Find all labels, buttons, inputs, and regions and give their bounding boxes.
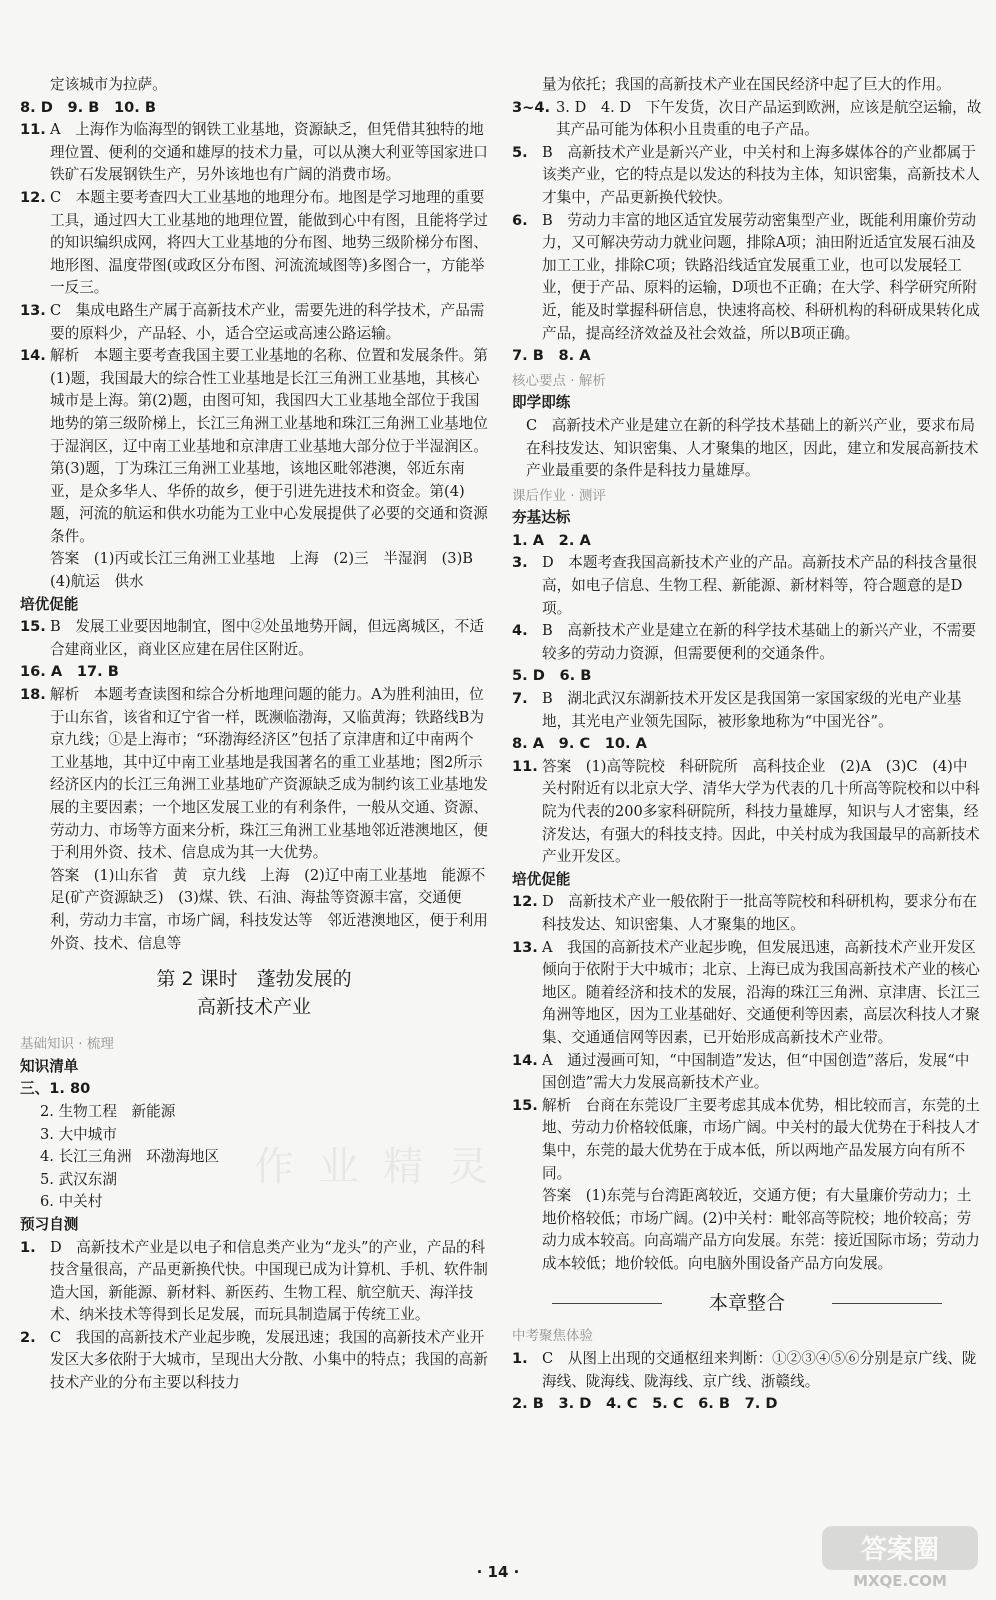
item-number: 1.: [512, 1350, 528, 1368]
item-text: 3. D 4. D 下午发货，次日产品运到欧洲，应该是航空运输，故其产品可能为体积小且贵重的电子产品。: [556, 98, 982, 139]
item-text: D 高新技术产业一般依附于一批高等院校和科研机构，要求分布在科技发达、知识密集、人才聚集的地区。: [542, 893, 977, 933]
section-label: 核心要点 · 解析: [512, 372, 606, 389]
answer-item: [20, 1237, 488, 1327]
answer-block: 答案 (1)山东省 黄 京九线 上海 (2)辽中南工业基地 能源不足(矿产资源缺乏) (3)煤、铁、石油、海盐等资源丰富，交通便利，劳动力丰富，市场广阔，科技发达等 邻近港澳地区，便于利用外资、技术、信息等: [50, 866, 488, 952]
section-label: 中考聚焦体验: [512, 1328, 593, 1345]
answer-line: 2. B 3. D 4. C 5. C 6. B 7. D: [512, 1395, 778, 1413]
section-label: 课后作业 · 测评: [512, 487, 606, 504]
item-text: D 高新技术产业是以电子和信息类产业为“龙头”的产业，产品的科技含量很高，产品更新换代快。中国现已成为计算机、手机、软件制造大国，新能源、新材料、新医药、生物工程、航空航天、海洋技术、纳米技术等得到长足发展，而玩具制造属于传统工业。: [50, 1238, 488, 1324]
item-text: A 上海作为临海型的钢铁工业基地，资源缺乏，但凭借其独特的地理位置、便利的交通和雄厚的技术力量，可以从澳大利亚等国家进口铁矿石发展钢铁生产，另外该地也有广阔的消费市场。: [50, 121, 488, 184]
text: 定该城市为拉萨。: [50, 76, 167, 93]
list-line: 2. 生物工程 新能源: [40, 1102, 176, 1120]
answer-line: 1. A 2. A: [512, 531, 591, 549]
text: 量为依托；我国的高新技术产业在国民经济中起了巨大的作用。: [542, 76, 951, 93]
lesson-title-line1: 第 2 课时 蓬勃发展的: [156, 968, 352, 991]
answer-line: 7. B 8. A: [512, 347, 591, 365]
watermark: 作 业 精 灵: [254, 1144, 495, 1190]
lesson-title-line2: 高新技术产业: [196, 996, 311, 1019]
item-text: C 从图上出现的交通枢纽来判断：①②③④⑤⑥分别是京广线、陇海线、陇海线、陇海线、京广线、浙赣线。: [542, 1350, 977, 1390]
answer-item: [512, 552, 982, 620]
section-heading: 即学即练: [512, 394, 571, 412]
item-text: 答案 (1)高等院校 科研院所 高科技企业 (2)A (3)C (4)中关村附近有以北京大学、清华大学为代表的几十所高等院校和以中科院为代表的200多家科研院所，科技力量雄厚，知识与人才密集，经济发达，有强大的科技支持。因此，中关村成为我国最早的高新技术产业开发区。: [542, 757, 980, 866]
answer-block: 答案 (1)丙或长江三角洲工业基地 上海 (2)三 半湿润 (3)B (4)航运 供水: [50, 550, 488, 591]
item-text: C 集成电路生产属于高新技术产业，需要先进的科学技术，产品需要的原料少，产品轻、小，适合空运或高速公路运输。: [50, 301, 485, 342]
item-number: 18.: [20, 686, 46, 704]
logo-text: 答案圈: [860, 1535, 940, 1565]
item-number: 7.: [512, 690, 528, 708]
item-number: 13.: [20, 301, 46, 319]
item-number: 11.: [512, 757, 538, 775]
paragraph: C 高新技术产业是建立在新的科学技术基础上的新兴产业，要求布局在科技发达、知识密集、人才聚集的地区，因此，建立和发展高新技术产业最重要的条件是科技力量雄厚。: [526, 416, 979, 480]
answer-item: [512, 97, 982, 142]
item-number: 15.: [512, 1096, 538, 1114]
answer-line: 8. A 9. C 10. A: [512, 735, 647, 753]
right-column: [512, 74, 982, 1416]
answer-line: 16. A 17. B: [20, 663, 119, 681]
list-line: 三、1. 80: [20, 1080, 91, 1098]
answer-item: [20, 119, 488, 187]
item-number: 3.: [512, 554, 528, 572]
answer-item: [20, 345, 488, 548]
item-number: 13.: [512, 938, 538, 956]
answer-item: [512, 142, 982, 210]
section-heading: 夯基达标: [512, 509, 571, 527]
list-line: 4. 长江三角洲 环渤海地区: [40, 1148, 220, 1166]
item-number: 6.: [512, 211, 528, 229]
item-text: B 湖北武汉东湖新技术开发区是我国第一家国家级的光电产业基地，其光电产业领先国际，被形象地称为“中国光谷”。: [542, 690, 962, 730]
answer-item: [512, 891, 982, 936]
item-number: 14.: [512, 1051, 538, 1069]
item-text: B 高新技术产业是建立在新的科学技术基础上的新兴产业，不需要较多的劳动力资源，但需要便利的交通条件。: [542, 622, 976, 662]
answer-line: 8. D 9. B 10. B: [20, 98, 157, 116]
item-number: 5.: [512, 143, 528, 161]
item-text: A 通过漫画可知，“中国制造”发达，但“中国创造”落后，发展“中国创造”需大力发展高新技术产业。: [542, 1051, 970, 1092]
item-text: B 发展工业要因地制宜，图中②处虽地势开阔，但远离城区，不适合建商业区，商业区应建在居住区附近。: [50, 618, 484, 658]
answer-item: [512, 1050, 982, 1095]
site-logo: [820, 1520, 980, 1590]
logo-subtext: MXQE.COM: [853, 1572, 947, 1590]
section-heading: 培优促能: [512, 870, 571, 888]
chapter-title: 本章整合: [512, 1289, 982, 1317]
list-line: 6. 中关村: [40, 1193, 103, 1211]
list-line: 3. 大中城市: [40, 1125, 117, 1143]
answer-item: [512, 1348, 982, 1393]
answer-item: [512, 1095, 982, 1185]
lesson-title: [20, 965, 488, 1021]
item-text: 解析 本题主要考查我国主要工业基地的名称、位置和发展条件。第(1)题，我国最大的综合性工业基地是长江三角洲工业基地，其核心城市是上海。第(2)题，由图可知，我国四大工业基地全部位于我国地势的第三级阶梯上，长江三角洲工业基地和珠江三角洲工业基地位于湿润区，辽中南工业基地和京津唐工业基地大部分位于半湿润区。第(3)题，丁为珠江三角洲工业基地，该地区毗邻港澳，邻近东南亚，是众多华人、华侨的故乡，便于引进先进技术和资金。第(4)题，河流的航运和供水功能为工业中心发展提供了必要的交通和资源条件。: [50, 347, 488, 545]
section-heading: 预习自测: [20, 1215, 79, 1233]
item-number: 1.: [20, 1238, 36, 1256]
section-heading: 知识清单: [20, 1057, 79, 1075]
section-label: 基础知识 · 梳理: [20, 1036, 114, 1053]
answer-continued: [20, 74, 488, 97]
item-text: D 本题考查我国高新技术产业的产品。高新技术产品的科技含量很高，如电子信息、生物工程、新能源、新材料等，符合题意的是D项。: [542, 554, 977, 617]
list-line: 5. 武汉东湖: [40, 1170, 117, 1188]
item-number: 12.: [512, 893, 538, 911]
item-number: 11.: [20, 121, 46, 139]
answer-line: 5. D 6. B: [512, 667, 592, 685]
item-text: 解析 本题考查读图和综合分析地理问题的能力。A为胜利油田，位于山东省，该省和辽宁省一样，既濒临渤海，又临黄海；铁路线B为京九线；①是上海市；“环渤海经济区”包括了京津唐和辽中南两个工业基地，其中辽中南工业基地是我国著名的重工业基地；图2所示经济区内的长江三角洲工业基地矿产资源缺乏成为制约该工业基地发展的主要因素；一个地区发展工业的有利条件，一般从交通、资源、劳动力、市场等方面来分析，珠江三角洲工业基地邻近港澳地区，便于利用外资、技术、信息成为其一大优势。: [50, 686, 488, 862]
item-number: 4.: [512, 622, 528, 640]
item-text: 解析 台商在东莞设厂主要考虑其成本优势，相比较而言，东莞的土地、劳动力价格较低廉，市场广阔。中关村的最大优势在于科技人才集中，东莞的最大优势在于成本低，所以两地产品发展方向有所不同。: [542, 1096, 980, 1182]
item-text: C 本题主要考查四大工业基地的地理分布。地图是学习地理的重要工具，通过四大工业基地的地理位置，能做到心中有图，且能将学过的知识编织成网，将四大工业基地的分布图、地势三级阶梯分布图、地形图、温度带图(或政区分布图、河流流域图等)多图合一，方能举一反三。: [50, 188, 488, 297]
answer-item: [20, 616, 488, 661]
item-number: 2.: [20, 1328, 36, 1346]
answer-item: [20, 300, 488, 345]
item-text: C 我国的高新技术产业起步晚，发展迅速；我国的高新技术产业开发区大多依附于大城市，呈现出大分散、小集中的特点；我国的高新技术产业的分布主要以科技力: [50, 1328, 488, 1392]
answer-item: [20, 684, 488, 865]
answer-block: 答案 (1)东莞与台湾距离较近，交通方便；有大量廉价劳动力；土地价格较低；市场广阔。(2)中关村：毗邻高等院校；地价较高；劳动力成本较高。向高端产品方向发展。东莞：接近国际市场；劳动力成本较低；地价较低。向电脑外围设备产品方向发展。: [542, 1187, 980, 1272]
left-column: [20, 74, 488, 1395]
item-number: 14.: [20, 347, 46, 365]
page-number: · 14 ·: [476, 1563, 520, 1581]
answer-item: [512, 210, 982, 346]
answer-item: [512, 620, 982, 665]
item-number: 3~4.: [512, 98, 551, 116]
answer-item: [512, 756, 982, 869]
answer-item: [512, 688, 982, 733]
item-text: A 我国的高新技术产业起步晚，但发展迅速，高新技术产业开发区倾向于依附于大中城市；北京、上海已成为我国高新技术产业的核心地区。随着经济和技术的发展，沿海的珠江三角洲、京津唐、长江三角洲等地区，因为工业基础好、交通便利等因素，高层次科技人才聚集、交通通信网等因素，已开始形成高新技术产业带。: [542, 938, 980, 1046]
section-heading: 培优促能: [20, 595, 79, 613]
item-text: B 劳动力丰富的地区适宜发展劳动密集型产业，既能利用廉价劳动力，又可解决劳动力就业问题，排除A项；油田附近适宜发展石油及加工工业，排除C项；铁路沿线适宜发展重工业，也可以发展轻工业，便于产品、原料的运输，D项也不正确；在大学、科学研究所附近，能及时掌握科研信息，快速将高校、科研机构的科研成果转化成产品，提高经济效益及社会效益，所以B项正确。: [542, 211, 980, 342]
answer-item: [20, 1327, 488, 1395]
answer-item: [20, 187, 488, 300]
answer-item: [512, 937, 982, 1050]
answer-continued: [512, 74, 982, 97]
item-number: 12.: [20, 188, 46, 206]
item-number: 15.: [20, 618, 46, 636]
item-text: B 高新技术产业是新兴产业，中关村和上海多媒体谷的产业都属于该类产业，它的特点是以发达的科技为主体，知识密集，高新技术人才集中，产品更新换代较快。: [542, 143, 980, 206]
